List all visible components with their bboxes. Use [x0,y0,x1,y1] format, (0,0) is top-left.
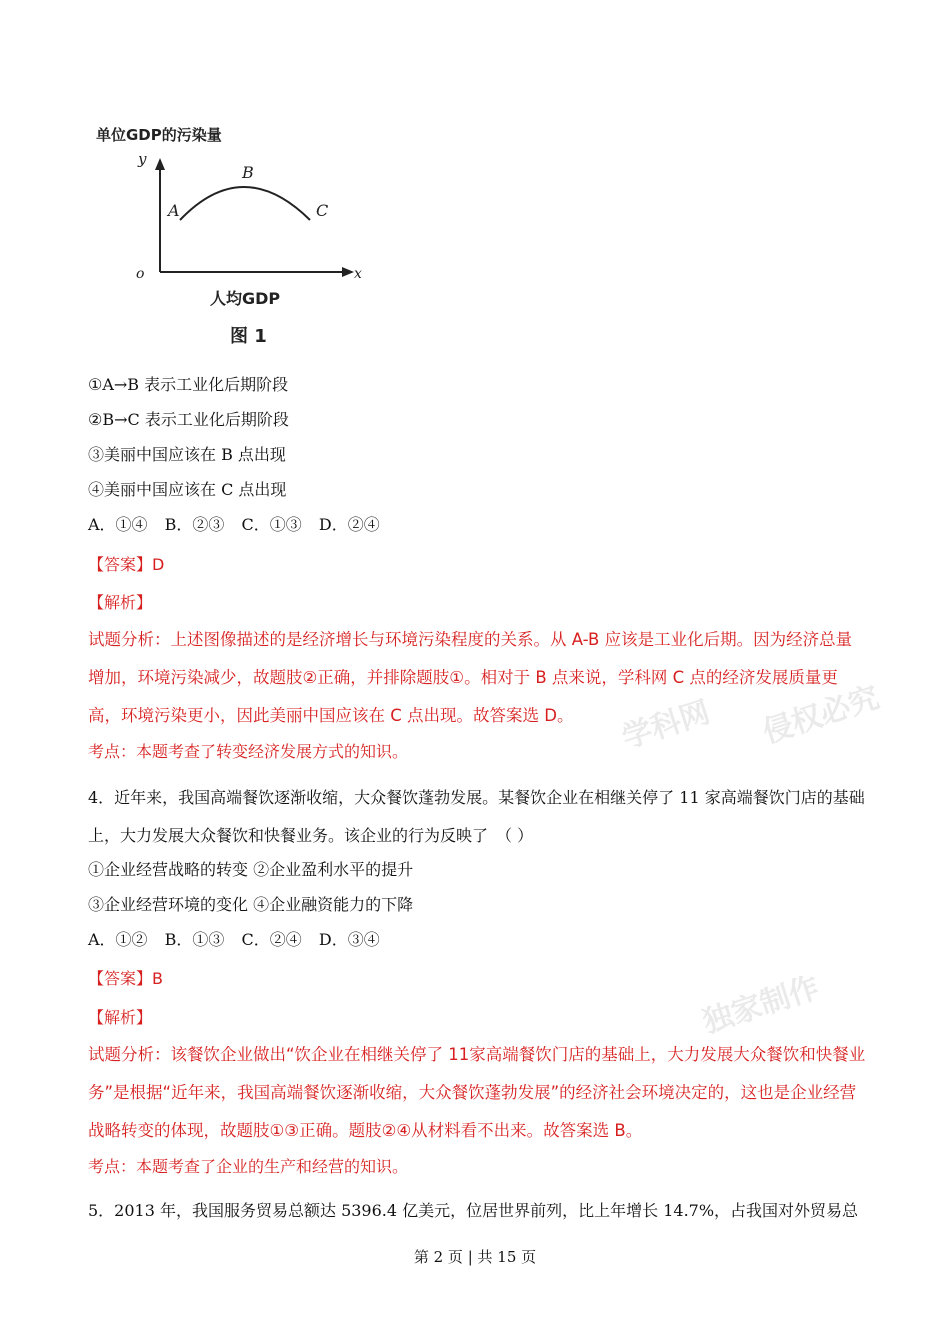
choice-d: D．②④ [318,515,380,534]
y-axis-label: y [138,150,147,168]
origin-label: o [136,266,145,282]
point-a-label: A [168,201,180,220]
q5-stem: 5．2013 年，我国服务贸易总额达 5396.4 亿美元，位居世界前列，比上年增长 14.7%，占我国对外贸易总 [88,1201,859,1220]
q4-analysis-label: 【解析】 [88,1008,153,1027]
q3-option-4: ④美丽中国应该在 C 点出现 [88,480,287,499]
q3-choices [88,515,392,535]
choice-b: B．①③ [164,930,225,949]
q4-kaodian: 考点：本题考查了企业的生产和经营的知识。 [88,1157,409,1176]
choice-a: A．①④ [88,515,148,534]
q3-option-3: ③美丽中国应该在 B 点出现 [88,445,286,464]
q4-analysis: 试题分析：该餐饮企业做出“饮企业在相继关停了 11家高端餐饮门店的基础上，大力发展大众餐饮和快餐业务”是根据“近年来，我国高端餐饮逐渐收缩，大众餐饮蓬勃发展”的经济社会环境决定的，这也是企业经营战略转变的体现，故题肢①③正确。题肢②④从材料看不出来。故答案选 B。 [88,1045,866,1140]
choice-a: A．①② [88,930,148,949]
q4-choices [88,930,392,950]
q3-answer: 【答案】D [88,555,165,574]
page-footer: 第 2 页 | 共 15 页 [413,1248,537,1266]
q3-option-1: ①A→B 表示工业化后期阶段 [88,375,289,394]
point-c-label: C [316,201,329,220]
figure-1 [88,112,388,352]
choice-c: C．②④ [241,930,302,949]
y-axis-arrow [155,158,165,170]
watermark: 学科网 [617,694,715,756]
figure-xlabel: 人均GDP [210,289,281,308]
curve-abc [180,187,310,220]
watermark: 独家制作 [698,970,824,1041]
q3-analysis: 试题分析：上述图像描述的是经济增长与环境污染程度的关系。从 A-B 应该是工业化后期。因为经济总量增加，环境污染减少，故题肢②正确，并排除题肢①。相对于 B 点来说，学科网 C 点的经济发展质量更高，环境污染更小，因此美丽中国应该在 C 点出现。故答案选 D。 [88,630,853,725]
q4-options-line-1: ①企业经营战略的转变 ②企业盈利水平的提升 [88,860,414,879]
figure-ylabel: 单位GDP的污染量 [96,126,222,144]
q3-analysis-label: 【解析】 [88,593,153,612]
point-b-label: B [242,163,254,182]
choice-c: C．①③ [241,515,302,534]
choice-b: B．②③ [164,515,225,534]
figure-caption: 图 1 [230,326,267,347]
watermark: 侵权必究 [758,680,884,751]
q3-option-2: ②B→C 表示工业化后期阶段 [88,410,289,429]
x-axis-label: x [354,266,362,282]
q4-answer: 【答案】B [88,969,163,988]
choice-d: D．③④ [318,930,380,949]
q4-stem: 4．近年来，我国高端餐饮逐渐收缩，大众餐饮蓬勃发展。某餐饮企业在相继关停了 11 家高端餐饮门店的基础上，大力发展大众餐饮和快餐业务。该企业的行为反映了 （ ） [88,788,865,845]
q3-kaodian: 考点：本题考查了转变经济发展方式的知识。 [88,742,409,761]
pollution-curve-chart [88,112,388,352]
x-axis-arrow [342,267,354,277]
q4-options-line-2: ③企业经营环境的变化 ④企业融资能力的下降 [88,895,414,914]
